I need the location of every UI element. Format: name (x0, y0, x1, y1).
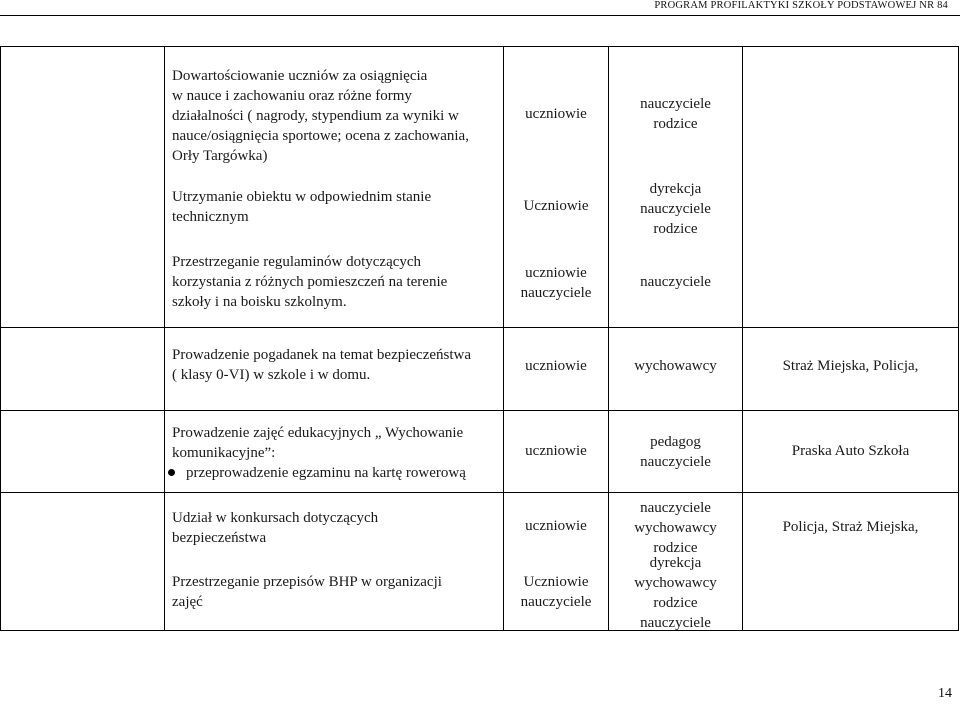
target-cell (504, 516, 608, 536)
table-border-left (0, 46, 1, 630)
bullet-dot (168, 469, 175, 476)
task-text: szkoły i na boisku szkolnym. (172, 294, 347, 310)
row-divider (0, 410, 959, 411)
responsible-text: nauczyciele (640, 201, 711, 217)
table-border-top (0, 46, 959, 47)
responsible-cell (609, 356, 742, 376)
document-title: PROGRAM PROFILAKTYKI SZKOŁY PODSTAWOWEJ NR 84 (654, 0, 948, 11)
target-text: uczniowie (525, 265, 587, 281)
responsible-cell (609, 179, 742, 239)
task-text: Udział w konkursach dotyczących (172, 510, 379, 526)
target-cell (504, 263, 608, 303)
target-text: uczniowie (525, 358, 587, 374)
partners-text: Policja, Straż Miejska, (782, 519, 919, 535)
table-row (172, 345, 502, 385)
task-text: komunikacyjne”: (172, 445, 276, 461)
row-divider (0, 327, 959, 328)
partners-cell (743, 517, 958, 537)
header-rule (0, 15, 960, 16)
responsible-text: rodzice (653, 540, 698, 556)
task-text: Przestrzeganie regulaminów dotyczących (172, 254, 422, 270)
column-divider-4 (742, 46, 743, 630)
task-text: Prowadzenie pogadanek na temat bezpieczeństwa (172, 347, 472, 363)
task-text: korzystania z różnych pomieszczeń na terenie (172, 274, 448, 290)
task-text: technicznym (172, 209, 249, 225)
table-row (172, 572, 497, 612)
task-text: Orły Targówka) (172, 148, 268, 164)
table-row (172, 187, 497, 227)
table-row (172, 66, 497, 166)
table-border-bottom (0, 630, 959, 631)
target-text: uczniowie (525, 518, 587, 534)
partners-cell (743, 441, 958, 461)
bullet-item (164, 463, 502, 483)
responsible-text: nauczyciele (640, 454, 711, 470)
column-divider-1 (164, 46, 165, 630)
responsible-cell (609, 432, 742, 472)
task-text: Prowadzenie zajęć edukacyjnych „ Wychowanie (172, 425, 464, 441)
partners-cell (743, 356, 958, 376)
partners-text: Straż Miejska, Policja, (782, 358, 919, 374)
target-text: nauczyciele (520, 285, 592, 301)
responsible-text: rodzice (653, 221, 698, 237)
task-text: nauce/osiągnięcia sportowe; ocena z zachowania, (172, 128, 469, 144)
task-text: Dowartościowanie uczniów za osiągnięcia (172, 68, 428, 84)
responsible-cell (609, 498, 742, 558)
table-row (172, 252, 497, 312)
responsible-cell (609, 272, 742, 292)
target-cell (504, 356, 608, 376)
target-text: Uczniowie (523, 198, 589, 214)
target-text: Uczniowie (523, 574, 589, 590)
responsible-text: rodzice (653, 116, 698, 132)
target-cell (504, 104, 608, 124)
task-text: zajęć (172, 594, 203, 610)
responsible-text: wychowawcy (634, 358, 717, 374)
table-row (172, 423, 502, 483)
table-row (172, 508, 497, 548)
page-header (0, 0, 960, 12)
target-cell (504, 441, 608, 461)
task-text: Przestrzeganie przepisów BHP w organizacji (172, 574, 442, 590)
responsible-text: nauczyciele (640, 274, 711, 290)
responsible-text: dyrekcja (649, 181, 702, 197)
responsible-text: nauczyciele (640, 500, 711, 516)
responsible-text: pedagog (650, 434, 701, 450)
target-text: nauczyciele (520, 594, 592, 610)
task-text: działalności ( nagrody, stypendium za wyniki w (172, 108, 459, 124)
target-cell (504, 196, 608, 216)
table-border-right (958, 46, 959, 630)
task-text: bezpieczeństwa (172, 530, 267, 546)
bullet-text: przeprowadzenie egzaminu na kartę rowerową (186, 465, 466, 481)
column-divider-2 (503, 46, 504, 630)
responsible-text: wychowawcy (634, 520, 717, 536)
task-text: Utrzymanie obiektu w odpowiednim stanie (172, 189, 432, 205)
responsible-text: dyrekcja (649, 555, 702, 571)
target-text: uczniowie (525, 106, 587, 122)
target-cell (504, 572, 608, 612)
task-text: ( klasy 0-VI) w szkole i w domu. (172, 367, 371, 383)
row-divider (0, 492, 959, 493)
partners-text: Praska Auto Szkoła (791, 443, 910, 459)
responsible-cell (609, 553, 742, 633)
page-number: 14 (938, 686, 952, 701)
responsible-text: nauczyciele (640, 615, 711, 631)
responsible-text: rodzice (653, 595, 698, 611)
responsible-text: wychowawcy (634, 575, 717, 591)
responsible-text: nauczyciele (640, 96, 711, 112)
task-text: w nauce i zachowaniu oraz różne formy (172, 88, 412, 104)
target-text: uczniowie (525, 443, 587, 459)
responsible-cell (609, 94, 742, 134)
